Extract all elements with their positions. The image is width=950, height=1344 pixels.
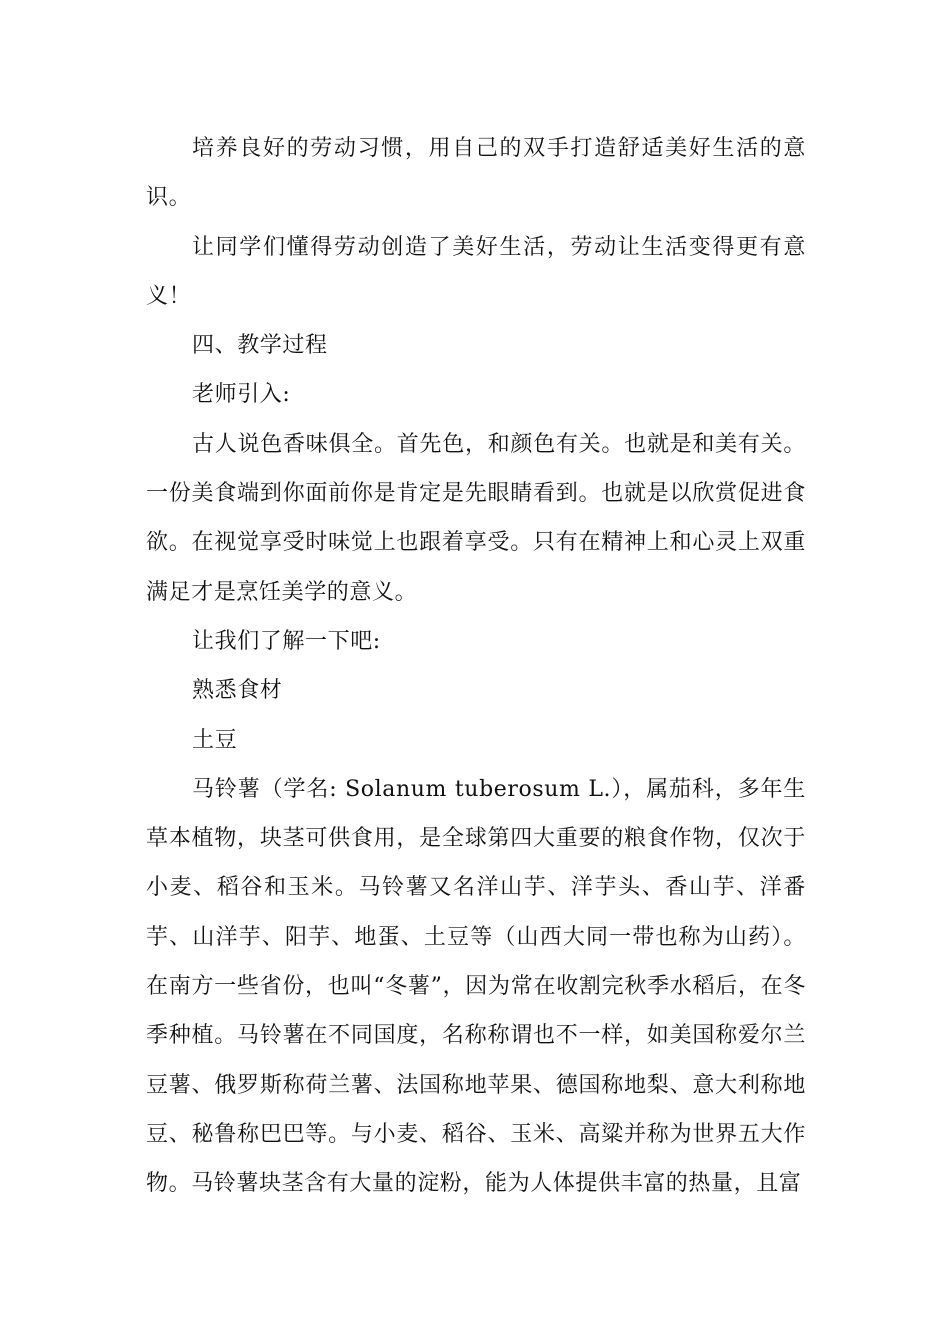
subheading-potato: 土豆	[192, 727, 238, 753]
paragraph-labor-habits: 培养良好的劳动习惯，用自己的双手打造舒适美好生活的意识。	[146, 136, 806, 211]
paragraph-teacher-intro-label: 老师引入:	[192, 382, 291, 408]
subheading-ingredients: 熟悉食材	[192, 678, 283, 704]
paragraph-labor-meaning: 让同学们懂得劳动创造了美好生活，劳动让生活变得更有意义！	[146, 234, 806, 309]
document-page	[146, 124, 806, 1209]
section-heading-teaching-process: 四、教学过程	[192, 333, 328, 359]
paragraph-lets-learn: 让我们了解一下吧:	[192, 628, 381, 654]
paragraph-potato-description: 马铃薯（学名: Solanum tuberosum L.），属茄科，多年生草本植物，块茎可供食用，是全球第四大重要的粮食作物，仅次于小麦、稻谷和玉米。马铃薯又名洋山芋、洋芋头、香山芋、洋番芋、山洋芋、阳芋、地蛋、土豆等（山西大同一带也称为山药）。在南方一些省份，也叫“冬薯”，因为常在收割完秋季水稻后，在冬季种植。马铃薯在不同国度，名称称谓也不一样，如美国称爱尔兰豆薯、俄罗斯称荷兰薯、法国称地苹果、德国称地梨、意大利称地豆、秘鲁称巴巴等。与小麦、稻谷、玉米、高粱并称为世界五大作物。马铃薯块茎含有大量的淀粉，能为人体提供丰富的热量，且富	[146, 776, 806, 1197]
paragraph-color-aroma-taste: 古人说色香味俱全。首先色，和颜色有关。也就是和美有关。一份美食端到你面前你是肯定是先眼睛看到。也就是以欣赏促进食欲。在视觉享受时味觉上也跟着享受。只有在精神上和心灵上双重满足才是烹饪美学的意义。	[146, 431, 806, 605]
